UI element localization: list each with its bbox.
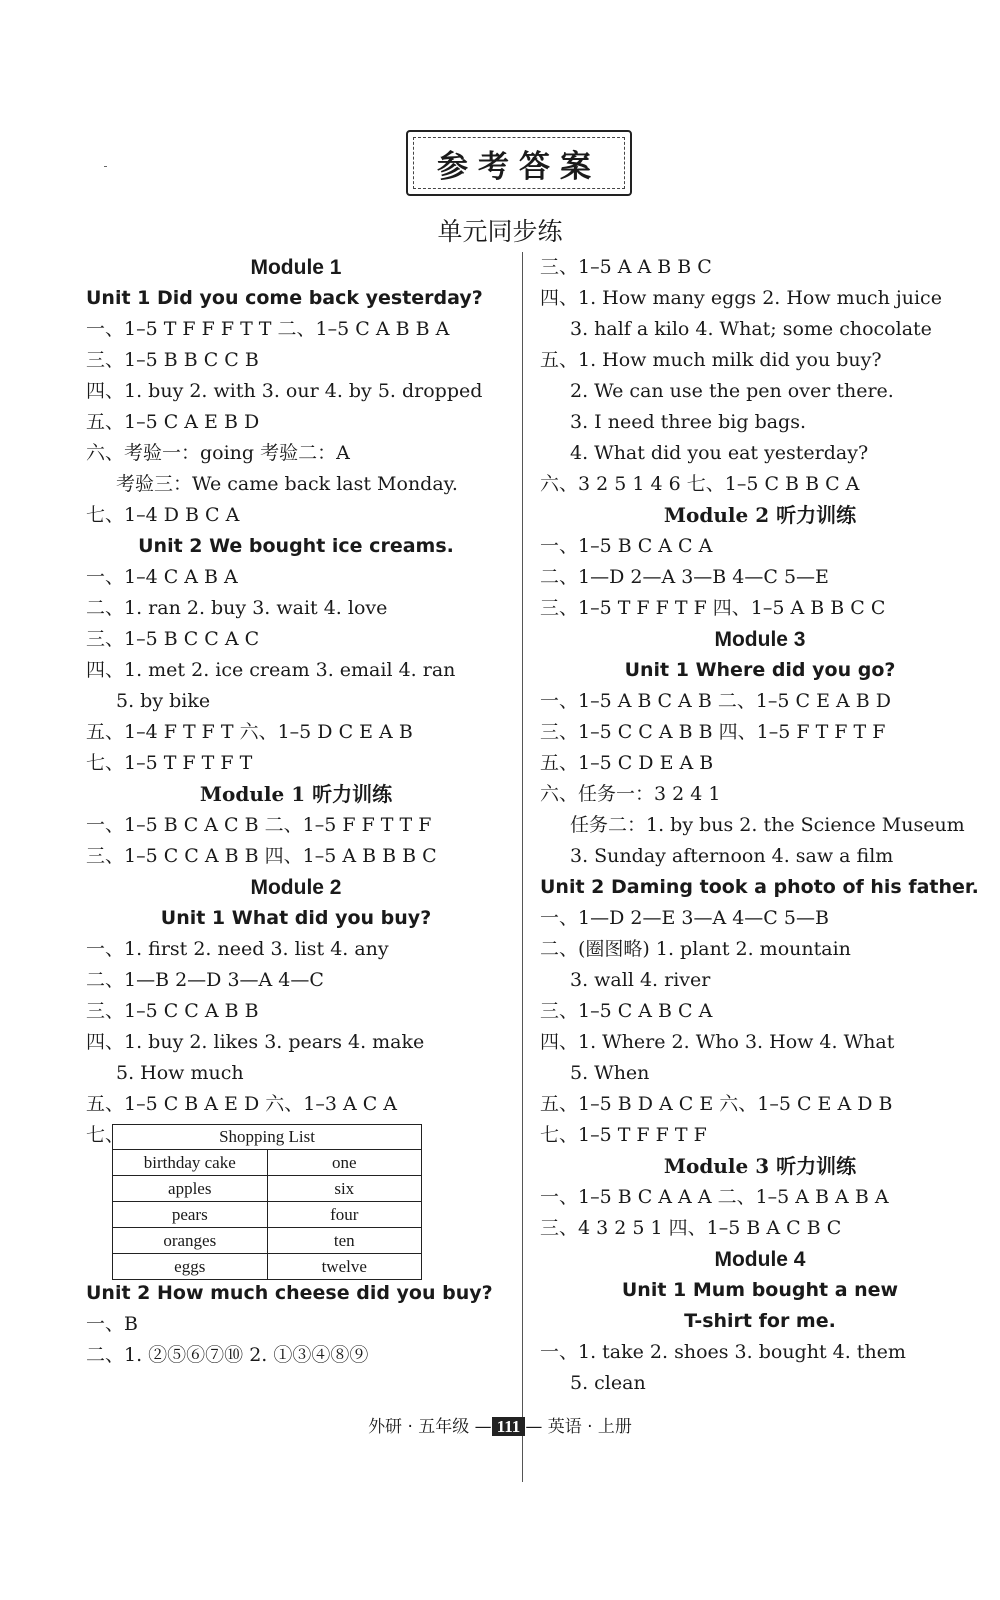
answer-line: 五、1–5 C A E B D <box>86 411 260 433</box>
answer-line: 5. How much <box>116 1062 244 1084</box>
answer-line: 一、1–5 B C A A A 二、1–5 A B A B A <box>540 1186 889 1208</box>
answer-line: 五、1–5 C B A E D 六、1–3 A C A <box>86 1093 398 1115</box>
answer-line: 3. I need three big bags. <box>570 411 807 433</box>
table-row <box>113 1202 422 1228</box>
answer-line: 5. by bike <box>116 690 211 712</box>
answer-line: 一、1–5 B C A C A <box>540 535 713 557</box>
answer-line: 任务二：1. by bus 2. the Science Museum <box>570 814 965 836</box>
answer-line: 三、1–5 T F F T F 四、1–5 A B B C C <box>540 597 886 619</box>
answer-line: 四、1. met 2. ice cream 3. email 4. ran <box>86 659 456 681</box>
answer-line: 三、1–5 B B C C B <box>86 349 259 371</box>
unit-heading: Unit 2 We bought ice creams. <box>138 535 454 557</box>
answer-line: 3. half a kilo 4. What; some chocolate <box>570 318 932 340</box>
answer-line: 二、1. ②⑤⑥⑦⑩ 2. ①③④⑧⑨ <box>86 1344 369 1366</box>
answer-line: 四、1. buy 2. likes 3. pears 4. make <box>86 1031 425 1053</box>
page-footer <box>0 1412 1000 1437</box>
answer-line: 二、1. ran 2. buy 3. wait 4. love <box>86 597 388 619</box>
table-row <box>113 1228 422 1254</box>
answer-line: 二、1—D 2—A 3—B 4—C 5—E <box>540 566 829 588</box>
answer-line: 3. wall 4. river <box>570 969 711 991</box>
table-cell: birthday cake <box>113 1150 268 1176</box>
answer-line: 三、1–5 B C C A C <box>86 628 260 650</box>
answer-line: 六、任务一：3 2 4 1 <box>540 783 721 805</box>
answer-line: 七、1–5 T F F T F <box>540 1124 707 1146</box>
answer-line: 四、1. How many eggs 2. How much juice <box>540 287 942 309</box>
answer-line: 一、1. first 2. need 3. list 4. any <box>86 938 389 960</box>
answer-line: 三、1–5 C C A B B 四、1–5 F T F T F <box>540 721 886 743</box>
answer-line: 5. When <box>570 1062 650 1084</box>
answer-line: 五、1–5 B D A C E 六、1–5 C E A D B <box>540 1093 893 1115</box>
table-cell: ten <box>267 1228 422 1254</box>
column-divider <box>522 252 523 1482</box>
answer-line: 六、考验一：going 考验二：A <box>86 442 350 464</box>
page-number: 111 <box>492 1417 526 1436</box>
table-cell: six <box>267 1176 422 1202</box>
answer-line: 三、4 3 2 5 1 四、1–5 B A C B C <box>540 1217 842 1239</box>
answer-line: 二、1—B 2—D 3—A 4—C <box>86 969 324 991</box>
listening-heading: Module 2 听力训练 <box>663 503 857 527</box>
answer-line: 5. clean <box>570 1372 646 1394</box>
shopping-list-table <box>112 1124 422 1280</box>
answer-line: 一、1–5 A B C A B 二、1–5 C E A B D <box>540 690 892 712</box>
unit-heading: Unit 1 What did you buy? <box>160 907 432 929</box>
left-column <box>86 252 506 1371</box>
answer-line: 二、(圈图略) 1. plant 2. mountain <box>540 938 851 960</box>
answer-line: 一、1–5 B C A C B 二、1–5 F F T T F <box>86 814 432 836</box>
speck <box>104 166 107 167</box>
table-cell: apples <box>113 1176 268 1202</box>
unit-heading: Unit 1 Where did you go? <box>624 659 896 681</box>
answer-line: 一、B <box>86 1313 138 1335</box>
answer-line: 2. We can use the pen over there. <box>570 380 894 402</box>
answer-line: 六、3 2 5 1 4 6 七、1–5 C B B C A <box>540 473 860 495</box>
unit-heading: Unit 1 Mum bought a new <box>621 1279 899 1301</box>
unit-heading: Unit 2 Daming took a photo of his father. <box>540 876 979 898</box>
table-cell: pears <box>113 1202 268 1228</box>
table-cell: twelve <box>267 1254 422 1280</box>
answer-line: 四、1. buy 2. with 3. our 4. by 5. dropped <box>86 380 483 402</box>
answer-line: 三、1–5 A A B B C <box>540 256 712 278</box>
answer-line: 一、1—D 2—E 3—A 4—C 5—B <box>540 907 829 929</box>
answer-line: 四、1. Where 2. Who 3. How 4. What <box>540 1031 895 1053</box>
table-row <box>113 1176 422 1202</box>
answer-line: 一、1. take 2. shoes 3. bought 4. them <box>540 1341 906 1363</box>
answer-line: 五、1–4 F T F T 六、1–5 D C E A B <box>86 721 413 743</box>
unit-heading: Unit 2 How much cheese did you buy? <box>86 1282 493 1304</box>
table-cell: four <box>267 1202 422 1228</box>
table-cell: eggs <box>113 1254 268 1280</box>
answer-title-box <box>406 130 632 196</box>
answer-line: 一、1–4 C A B A <box>86 566 238 588</box>
unit-heading: Unit 1 Did you come back yesterday? <box>86 287 483 309</box>
table-cell: one <box>267 1150 422 1176</box>
module-heading: Module 4 <box>714 1248 806 1271</box>
table-row <box>113 1150 422 1176</box>
module-heading: Module 3 <box>714 628 806 651</box>
module-heading: Module 1 <box>250 256 342 279</box>
unit-heading: T-shirt for me. <box>684 1310 836 1332</box>
answer-line: 七、1–5 T F T F T <box>86 752 253 774</box>
footer-left: 外研 · 五年级 — <box>368 1417 492 1437</box>
question-number: 七、 <box>86 1124 125 1146</box>
footer-right: — 英语 · 上册 <box>525 1417 632 1437</box>
answer-line: 七、1–4 D B C A <box>86 504 240 526</box>
answer-line: 三、1–5 C C A B B 四、1–5 A B B B C <box>86 845 437 867</box>
answer-line: 考验三：We came back last Monday. <box>116 473 458 495</box>
right-column <box>540 252 980 1399</box>
module-heading: Module 2 <box>250 876 342 899</box>
shopping-list-block <box>86 1120 506 1278</box>
page-title: 参考答案 <box>437 148 601 185</box>
answer-line: 4. What did you eat yesterday? <box>570 442 869 464</box>
answer-line: 五、1–5 C D E A B <box>540 752 714 774</box>
answer-line: 五、1. How much milk did you buy? <box>540 349 882 371</box>
answer-line: 三、1–5 C C A B B <box>86 1000 259 1022</box>
section-subtitle: 单元同步练 <box>437 217 563 246</box>
listening-heading: Module 3 听力训练 <box>663 1154 857 1178</box>
answer-line: 一、1–5 T F F F T T 二、1–5 C A B B A <box>86 318 450 340</box>
listening-heading: Module 1 听力训练 <box>199 782 393 806</box>
table-title: Shopping List <box>113 1125 422 1150</box>
table-row <box>113 1254 422 1280</box>
table-cell: oranges <box>113 1228 268 1254</box>
answer-line: 3. Sunday afternoon 4. saw a film <box>570 845 894 867</box>
answer-line: 三、1–5 C A B C A <box>540 1000 713 1022</box>
